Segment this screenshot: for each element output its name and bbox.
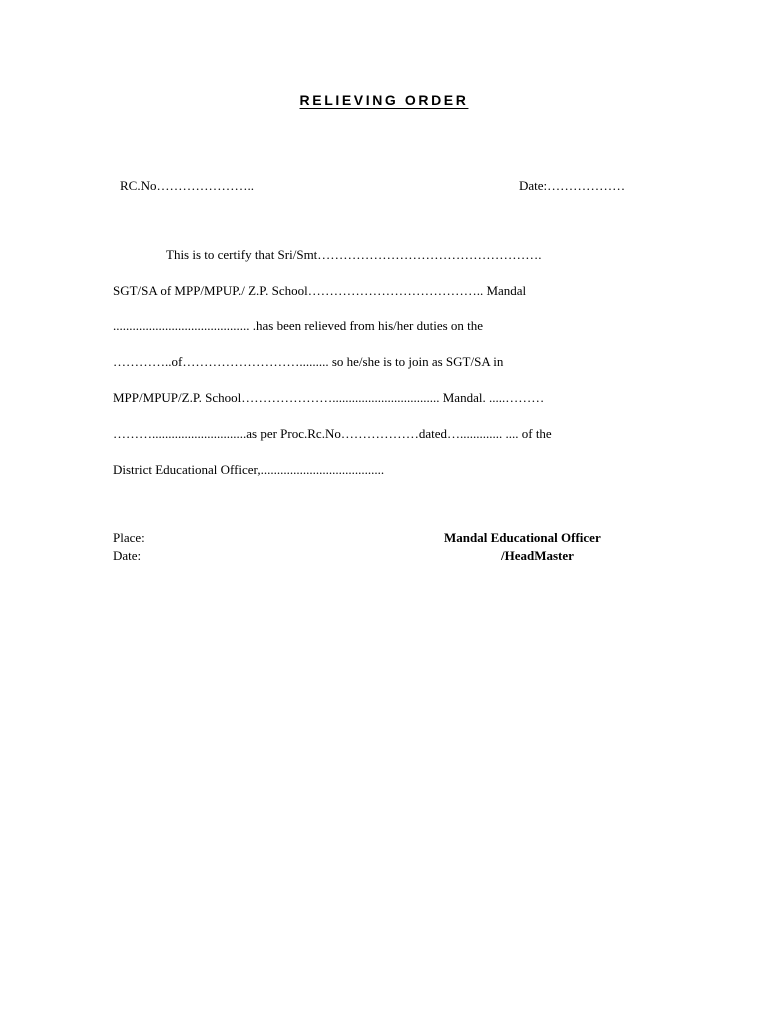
body-line: MPP/MPUP/Z.P. School…………………................................. Mandal. .....……… (113, 390, 545, 405)
date-label: Date: (113, 548, 142, 563)
document-title: RELIEVING ORDER (299, 92, 469, 108)
signature-title: Mandal Educational Officer (444, 530, 601, 545)
place-label: Place: (113, 530, 145, 545)
rc-number-field: RC.No………………….. (120, 178, 254, 193)
body-line: District Educational Officer,...................................... (113, 462, 385, 477)
body-line: SGT/SA of MPP/MPUP./ Z.P. School………………………………….. Mandal (113, 283, 527, 298)
body-line: .......................................... .has been relieved from his/her duties on the (113, 318, 484, 333)
signature-subtitle: /HeadMaster (501, 548, 574, 563)
body-line: This is to certify that Sri/Smt……………………………………………. (166, 247, 542, 262)
body-line: ……….............................as per Proc.Rc.No………………dated…............. .... of the (113, 426, 552, 441)
date-field-top: Date:……………… (519, 178, 626, 193)
body-line: …………..of………………………......... so he/she is to join as SGT/SA in (113, 354, 504, 369)
